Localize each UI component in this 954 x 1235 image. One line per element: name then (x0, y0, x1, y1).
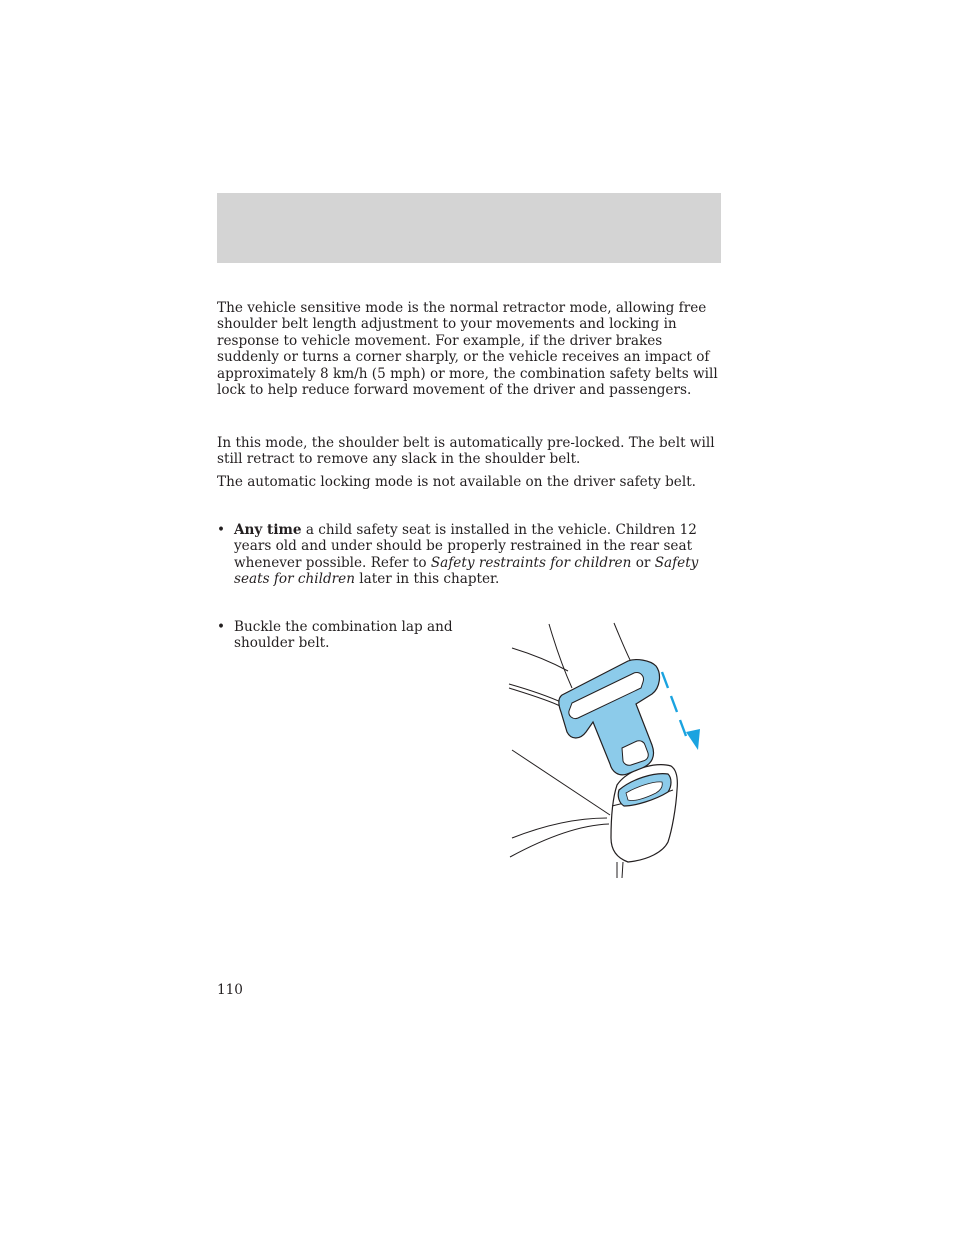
bullet-dot: • (217, 522, 226, 538)
buckle-stalk (617, 862, 623, 878)
buckle-instruction-text: Buckle the combination lap and shoulder belt. (234, 619, 453, 652)
belt-buckle-illustration (505, 618, 715, 880)
seat-line-lower (509, 688, 560, 706)
later-text: later in this chapter. (354, 571, 500, 588)
safety-seats-reference: Safety seats for children (234, 554, 699, 588)
insertion-arrow-head (686, 729, 700, 750)
seat-line-upper (512, 648, 568, 671)
seat-line-middle (509, 684, 563, 703)
any-time-bold: Any time (234, 522, 302, 538)
shoulder-belt-right-edge (614, 623, 632, 664)
shoulder-belt-left-edge (549, 624, 572, 688)
lap-belt-lower (510, 824, 609, 857)
vehicle-sensitive-mode-paragraph: The vehicle sensitive mode is the normal retractor mode, allowing free shoulder belt length adjustment to your movements and locking in response to vehicle movement. For example, if the driver brakes suddenly or turns a corner sharply, or the vehicle receives an impact of approximately 8 km/h (5 mph) or more, the combination safety belts will lock to help reduce forward movement of the driver and passengers. (217, 300, 718, 399)
page-number: 110 (217, 982, 243, 998)
lap-belt-upper (512, 818, 607, 838)
any-time-text: a child safety seat is installed in the vehicle. Children 12 years old and under should be properly restrained in the rear seat whenever possible. Refer to (234, 522, 697, 571)
driver-belt-note-paragraph: The automatic locking mode is not available on the driver safety belt. (217, 474, 696, 490)
section-header-band (217, 193, 721, 263)
seat-cushion-line (512, 750, 610, 815)
safety-restraints-reference: Safety restraints for children (430, 554, 632, 571)
automatic-locking-mode-paragraph: In this mode, the shoulder belt is automatically pre-locked. The belt will still retract to remove any slack in the shoulder belt. (217, 435, 715, 468)
or-text: or (631, 554, 655, 571)
bullet-any-time (217, 522, 721, 588)
bullet-buckle (217, 619, 469, 652)
insertion-arrow-dashes (662, 672, 686, 736)
bullet-dot: • (217, 619, 226, 635)
